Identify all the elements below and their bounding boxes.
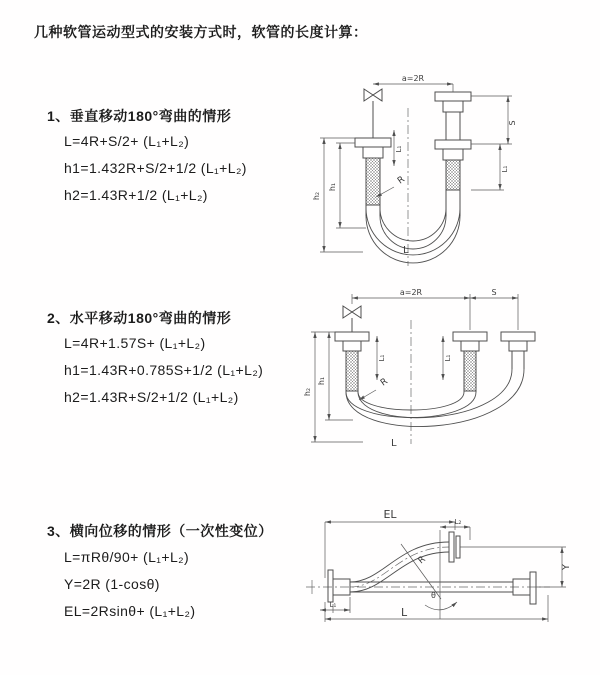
valve-icon — [364, 89, 382, 138]
hose-u-bend — [366, 208, 460, 263]
formula-line: L=4R+S/2+ (L₁+L₂) — [64, 133, 190, 149]
left-flange — [355, 138, 391, 205]
dim-label-r: R — [395, 174, 407, 187]
dim-label-h2: h₂ — [303, 387, 312, 397]
dim-label-a2r: a=2R — [401, 74, 425, 83]
dim-label-s: S — [491, 288, 497, 297]
dimensions — [320, 522, 566, 622]
dim-label-l: L — [391, 438, 397, 449]
dim-label-a2r: a=2R — [399, 288, 423, 297]
dim-label-s: S — [508, 120, 517, 126]
right-flange-original — [513, 572, 536, 604]
hose-u-bend — [346, 369, 524, 427]
section-2-heading: 2、水平移动180°弯曲的情形 — [47, 310, 232, 326]
formula-line: Y=2R (1-cosθ) — [64, 576, 160, 592]
hose-assembly — [335, 306, 535, 427]
dim-label-l1-left: L₁ — [395, 145, 403, 153]
valve-icon — [343, 306, 361, 332]
dimensions — [320, 84, 512, 252]
section-3-heading: 3、横向位移的情形（一次性变位） — [47, 523, 273, 539]
dim-label-l: L — [403, 245, 409, 256]
dimensions — [311, 294, 518, 442]
diagram-vertical-180-bend — [308, 70, 593, 270]
dim-label-r: R — [416, 554, 428, 567]
middle-flange — [453, 332, 487, 392]
dim-label-l2: L₂ — [454, 518, 462, 526]
dimension-labels — [312, 74, 517, 256]
dim-label-h1: h₁ — [328, 182, 337, 192]
section-1-heading: 1、垂直移动180°弯曲的情形 — [47, 108, 232, 124]
dim-label-h1: h₁ — [317, 376, 326, 386]
left-flange — [335, 332, 369, 392]
formula-line: L=4R+1.57S+ (L₁+L₂) — [64, 335, 206, 351]
formula-line: h2=1.43R+S/2+1/2 (L₁+L₂) — [64, 389, 239, 405]
hose-s-curve — [350, 542, 449, 592]
dim-label-l1: L₁ — [329, 601, 337, 609]
formula-line: h1=1.43R+0.785S+1/2 (L₁+L₂) — [64, 362, 264, 378]
hose-assembly — [355, 89, 471, 263]
page-title: 几种软管运动型式的安装方式时，软管的长度计算： — [34, 24, 368, 40]
upper-flange-displaced — [449, 532, 460, 562]
formula-line: L=πRθ/90+ (L₁+L₂) — [64, 549, 190, 565]
dim-label-theta: θ — [431, 591, 436, 600]
dim-label-el: EL — [383, 508, 397, 521]
formula-line: EL=2Rsinθ+ (L₁+L₂) — [64, 603, 196, 619]
dim-label-l1-left: L₁ — [378, 354, 386, 362]
formula-line: h2=1.43R+1/2 (L₁+L₂) — [64, 187, 208, 203]
dim-label-l: L — [401, 606, 408, 619]
dim-label-y: Y — [561, 563, 572, 571]
diagram-horizontal-180-bend — [303, 284, 598, 449]
right-flange-moved — [501, 332, 535, 369]
dim-label-l1-mid: L₁ — [444, 354, 452, 362]
right-flange-upper — [435, 92, 471, 140]
left-flange — [328, 570, 350, 602]
dim-label-h2: h₂ — [312, 191, 321, 201]
diagram-lateral-displacement — [298, 500, 593, 650]
dim-label-r: R — [378, 376, 390, 389]
right-flange-lower — [435, 140, 471, 216]
dim-label-l1-right: L₁ — [501, 165, 509, 173]
formula-line: h1=1.432R+S/2+1/2 (L₁+L₂) — [64, 160, 247, 176]
